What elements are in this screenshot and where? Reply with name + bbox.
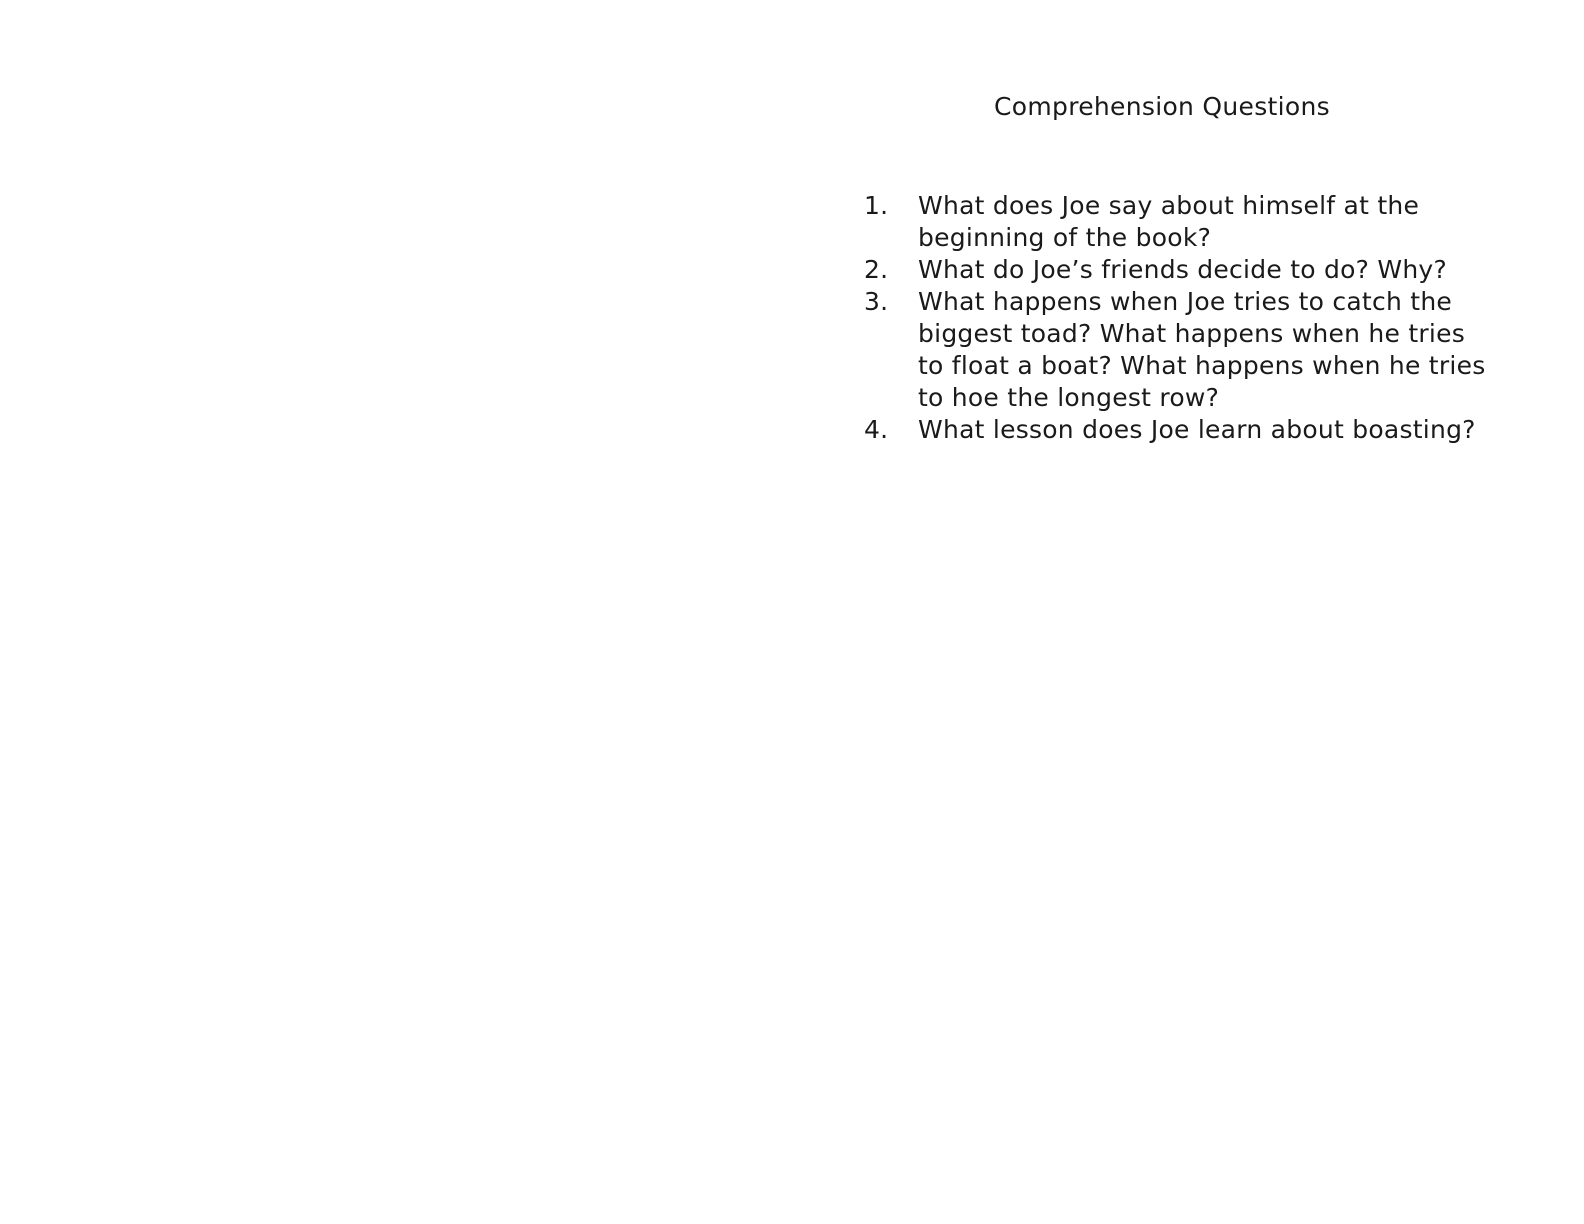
question-number: 1.: [864, 191, 889, 220]
question-item-1: [864, 190, 1514, 254]
question-text: What happens when Joe tries to catch the biggest toad? What happens when he tries to float a boat? What happens when he tries to hoe the longest row?: [918, 287, 1486, 412]
question-number: 2.: [864, 255, 889, 284]
question-text: What do Joe’s friends decide to do? Why?: [918, 255, 1447, 284]
page-title: Comprehension Questions: [994, 92, 1330, 121]
question-list: [864, 190, 1514, 446]
question-number: 4.: [864, 415, 889, 444]
question-item-2: [864, 254, 1514, 286]
question-text: What lesson does Joe learn about boasting?: [918, 415, 1476, 444]
question-item-4: [864, 414, 1514, 446]
question-number: 3.: [864, 287, 889, 316]
comprehension-page: [792, 0, 1584, 1224]
question-text: What does Joe say about himself at the beginning of the book?: [918, 191, 1420, 252]
question-item-3: [864, 286, 1514, 414]
